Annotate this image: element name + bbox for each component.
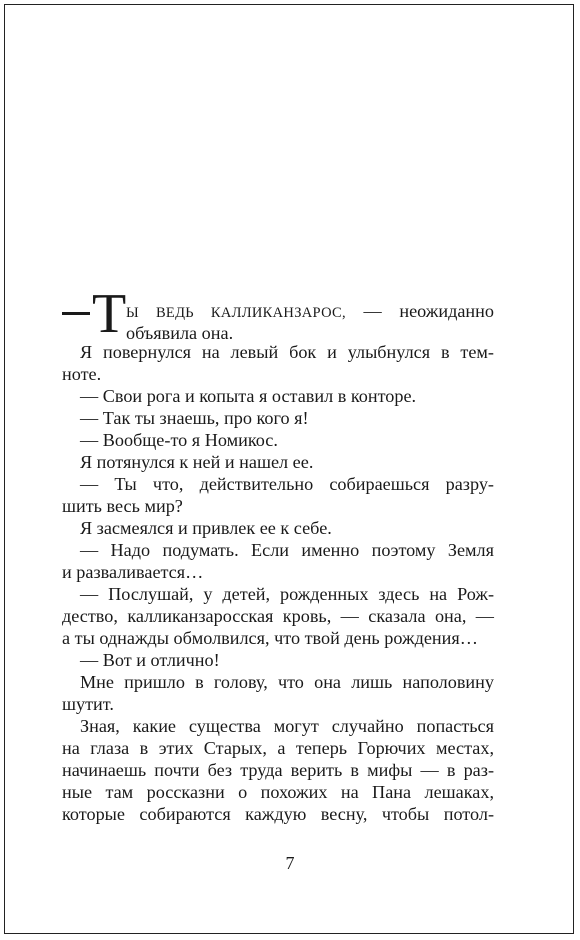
text-line: ные там россказни о похожих на Пана лешаках, <box>62 782 494 802</box>
text-line: которые собираются каждую весну, чтобы потол- <box>62 804 494 824</box>
text-line: а ты однажды обмолвился, что твой день рождения… <box>62 628 478 648</box>
opening-line-2: объявила она. <box>126 323 234 343</box>
text-line: Я повернулся на левый бок и улыбнулся в тем- <box>80 342 494 362</box>
text-line: ноте. <box>62 364 102 384</box>
text-line: — Так ты знаешь, про кого я! <box>80 408 309 428</box>
text-line: шить весь мир? <box>62 496 183 516</box>
paragraph <box>62 715 494 825</box>
paragraph <box>62 407 494 429</box>
body-text <box>62 283 494 825</box>
paragraph <box>62 473 494 517</box>
paragraph <box>62 385 494 407</box>
text-line: Я засмеялся и привлек ее к себе. <box>80 518 332 538</box>
drop-cap-letter: Т <box>92 283 127 345</box>
paragraph <box>62 671 494 715</box>
opening-small-caps: Ы ВЕДЬ КАЛЛИКАНЗАРОС, <box>126 305 346 321</box>
text-line: Зная, какие существа могут случайно попасться <box>80 716 494 736</box>
text-line: Мне пришло в голову, что она лишь наполовину <box>80 672 494 692</box>
paragraph <box>62 583 494 649</box>
paragraph <box>62 539 494 583</box>
text-line: начинаешь почти без труда верить в мифы — в раз- <box>62 760 494 780</box>
text-line: — Послушай, у детей, рожденных здесь на Рож- <box>80 584 494 604</box>
text-line: — Надо подумать. Если именно поэтому Земля <box>80 540 494 560</box>
paragraph <box>62 517 494 539</box>
text-line: — Вообще-то я Номикос. <box>80 430 278 450</box>
paragraph <box>62 341 494 385</box>
paragraph <box>62 429 494 451</box>
page-number: 7 <box>285 853 295 873</box>
text-line: — Свои рога и копыта я оставил в конторе. <box>80 386 417 406</box>
paragraph <box>62 451 494 473</box>
text-line: и разваливается… <box>62 562 204 582</box>
text-line: — Ты что, действительно собираешься разру- <box>80 474 494 494</box>
text-line: Я потянулся к ней и нашел ее. <box>80 452 314 472</box>
text-line: дество, калликанзаросская кровь, — сказала она, — <box>62 606 494 626</box>
opening-line-1 <box>126 300 494 324</box>
paragraph-list <box>62 341 494 825</box>
text-line: на глаза в этих Старых, а теперь Горючих местах, <box>62 738 494 758</box>
paragraph <box>62 649 494 671</box>
opening-line-1-rest: — неожиданно <box>363 301 494 321</box>
opening-paragraph <box>62 283 494 345</box>
text-line: шутит. <box>62 694 114 714</box>
text-line: — Вот и отлично! <box>80 650 220 670</box>
opening-dash <box>62 312 90 315</box>
